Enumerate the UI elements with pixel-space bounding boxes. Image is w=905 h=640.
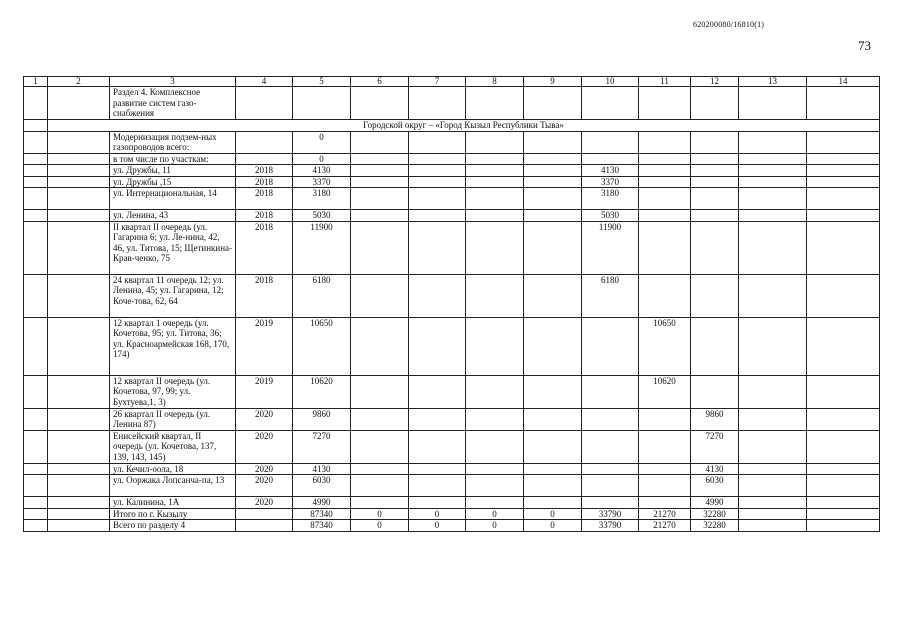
cell-c5: 4990: [293, 497, 351, 509]
cell-c12: [691, 131, 739, 153]
row-name: ул. Ооржака Лопсанча-па, 13: [110, 475, 236, 497]
cell-c10: [582, 497, 639, 509]
cell-c10: [582, 153, 639, 165]
cell-c9: [524, 317, 582, 375]
cell-c12: [691, 221, 739, 274]
cell-c12: [691, 210, 739, 222]
cell-c9: [524, 176, 582, 188]
column-header-3: 3: [110, 77, 236, 87]
cell-c9: [524, 475, 582, 497]
cell-c7: [409, 274, 466, 317]
budget-table: [23, 76, 880, 532]
cell-c11: [639, 165, 691, 177]
cell-c11: [639, 210, 691, 222]
table-row: [24, 430, 880, 463]
cell-c7: 0: [409, 508, 466, 520]
cell-c10: [582, 317, 639, 375]
section-title-row: [24, 87, 880, 120]
table-row: [24, 165, 880, 177]
cell-c9: 0: [524, 508, 582, 520]
cell-c9: [524, 497, 582, 509]
cell-c8: [466, 475, 524, 497]
cell-c6: [351, 176, 409, 188]
cell-c8: [466, 210, 524, 222]
table-row: [24, 463, 880, 475]
cell-c12: 9860: [691, 408, 739, 430]
cell-c5: 11900: [293, 221, 351, 274]
cell-c11: 21270: [639, 508, 691, 520]
cell-c7: 0: [409, 520, 466, 532]
cell-c8: [466, 131, 524, 153]
cell-c6: 0: [351, 508, 409, 520]
row-name: Модернизация подзем-ных газопроводов всего:: [110, 131, 236, 153]
cell-c7: [409, 131, 466, 153]
column-header-12: 12: [691, 77, 739, 87]
cell-c6: [351, 430, 409, 463]
cell-c6: [351, 153, 409, 165]
cell-c8: [466, 165, 524, 177]
cell-c11: [639, 188, 691, 210]
row-year: 2020: [236, 497, 293, 509]
row-year: 2019: [236, 317, 293, 375]
cell-c9: [524, 408, 582, 430]
row-year: 2018: [236, 274, 293, 317]
cell-c10: 11900: [582, 221, 639, 274]
cell-c10: [582, 475, 639, 497]
cell-c10: 6180: [582, 274, 639, 317]
table-row: [24, 221, 880, 274]
cell-c8: [466, 408, 524, 430]
column-header-13: 13: [739, 77, 807, 87]
cell-c9: [524, 375, 582, 408]
column-header-6: 6: [351, 77, 409, 87]
cell-c10: [582, 375, 639, 408]
cell-c8: [466, 375, 524, 408]
row-year: 2020: [236, 463, 293, 475]
column-header-2: 2: [48, 77, 110, 87]
cell-c8: [466, 221, 524, 274]
cell-c9: [524, 210, 582, 222]
district-title: Городской округ – «Город Кызыл Республики Тыва»: [48, 119, 880, 131]
cell-c5: 0: [293, 131, 351, 153]
cell-c11: [639, 274, 691, 317]
cell-c10: 3180: [582, 188, 639, 210]
cell-c10: [582, 430, 639, 463]
cell-c11: [639, 153, 691, 165]
cell-c5: 4130: [293, 165, 351, 177]
row-name: Итого по г. Кызылу: [110, 508, 236, 520]
cell-c6: [351, 221, 409, 274]
row-name: 26 квартал II очередь (ул. Ленина 87): [110, 408, 236, 430]
row-year: 2019: [236, 375, 293, 408]
cell-c8: [466, 176, 524, 188]
cell-c10: 33790: [582, 508, 639, 520]
row-name: ул. Ленина, 43: [110, 210, 236, 222]
cell-c9: [524, 131, 582, 153]
row-year: [236, 508, 293, 520]
cell-c11: [639, 475, 691, 497]
cell-c8: [466, 188, 524, 210]
page-number: 73: [858, 38, 871, 53]
cell-c12: 32280: [691, 520, 739, 532]
cell-c12: 4990: [691, 497, 739, 509]
table-row: [24, 375, 880, 408]
cell-c7: [409, 430, 466, 463]
cell-c11: [639, 463, 691, 475]
row-name: II квартал II очередь (ул. Гагарина 6; ул. Ле-нина, 42, 46, ул. Титова, 15; Щетинкина-Крав-ченко, 75: [110, 221, 236, 274]
cell-c5: 87340: [293, 508, 351, 520]
cell-c11: [639, 408, 691, 430]
cell-c7: [409, 165, 466, 177]
cell-c11: [639, 221, 691, 274]
column-header-4: 4: [236, 77, 293, 87]
row-year: 2018: [236, 188, 293, 210]
row-name: Енисейский квартал, II очередь (ул. Кочетова, 137, 139, 143, 145): [110, 430, 236, 463]
cell-c6: [351, 274, 409, 317]
column-header-5: 5: [293, 77, 351, 87]
cell-c6: [351, 475, 409, 497]
cell-c7: [409, 475, 466, 497]
header-row: [24, 77, 880, 87]
cell-c8: [466, 153, 524, 165]
cell-c10: 3370: [582, 176, 639, 188]
cell-c10: 33790: [582, 520, 639, 532]
cell-c9: [524, 188, 582, 210]
cell-c7: [409, 408, 466, 430]
section-title: Раздел 4. Комплексное развитие систем газо-снабжения: [110, 87, 236, 120]
cell-c6: 0: [351, 520, 409, 532]
cell-c8: [466, 274, 524, 317]
table-row: [24, 508, 880, 520]
row-name: ул. Дружбы ,15: [110, 176, 236, 188]
cell-c8: 0: [466, 520, 524, 532]
cell-c7: [409, 463, 466, 475]
cell-c11: 21270: [639, 520, 691, 532]
cell-c9: [524, 165, 582, 177]
cell-c5: 6180: [293, 274, 351, 317]
cell-c7: [409, 153, 466, 165]
cell-c7: [409, 210, 466, 222]
row-name: Всего по разделу 4: [110, 520, 236, 532]
cell-c6: [351, 165, 409, 177]
cell-c9: [524, 430, 582, 463]
row-year: [236, 153, 293, 165]
cell-c5: 10650: [293, 317, 351, 375]
row-year: 2018: [236, 210, 293, 222]
row-name: 12 квартал II очередь (ул. Кочетова, 97, 99; ул. Бухтуева,1, 3): [110, 375, 236, 408]
cell-c10: [582, 408, 639, 430]
cell-c12: [691, 317, 739, 375]
cell-c12: [691, 165, 739, 177]
cell-c12: [691, 274, 739, 317]
table-row: [24, 475, 880, 497]
table-row: [24, 274, 880, 317]
cell-c6: [351, 131, 409, 153]
cell-c11: [639, 497, 691, 509]
row-year: 2018: [236, 176, 293, 188]
table-row: [24, 188, 880, 210]
cell-c9: [524, 221, 582, 274]
cell-c10: 4130: [582, 165, 639, 177]
row-name: 12 квартал 1 очередь (ул. Кочетова, 95; ул. Титова, 36; ул. Красноармейская 168, 170, 174): [110, 317, 236, 375]
cell-c9: [524, 463, 582, 475]
cell-c10: [582, 463, 639, 475]
cell-c5: 3370: [293, 176, 351, 188]
cell-c7: [409, 188, 466, 210]
cell-c11: 10620: [639, 375, 691, 408]
cell-c5: 6030: [293, 475, 351, 497]
table-row: [24, 497, 880, 509]
cell-c7: [409, 221, 466, 274]
row-name: 24 квартал 11 очередь 12; ул. Ленина, 45; ул. Гагарина, 12; Коче-това, 62, 64: [110, 274, 236, 317]
cell-c11: 10650: [639, 317, 691, 375]
column-header-11: 11: [639, 77, 691, 87]
cell-c11: [639, 176, 691, 188]
table-row: [24, 520, 880, 532]
row-name: ул. Калинина, 1А: [110, 497, 236, 509]
row-year: 2018: [236, 221, 293, 274]
cell-c12: [691, 188, 739, 210]
cell-c6: [351, 188, 409, 210]
row-name: ул. Интернациональная, 14: [110, 188, 236, 210]
cell-c5: 10620: [293, 375, 351, 408]
cell-c6: [351, 375, 409, 408]
cell-c7: [409, 375, 466, 408]
cell-c5: 3180: [293, 188, 351, 210]
cell-c12: 32280: [691, 508, 739, 520]
cell-c11: [639, 430, 691, 463]
column-header-10: 10: [582, 77, 639, 87]
cell-c5: 5030: [293, 210, 351, 222]
table-row: [24, 408, 880, 430]
cell-c7: [409, 176, 466, 188]
column-header-1: 1: [24, 77, 48, 87]
cell-c10: 5030: [582, 210, 639, 222]
cell-c7: [409, 497, 466, 509]
table-row: [24, 153, 880, 165]
cell-c6: [351, 463, 409, 475]
cell-c8: 0: [466, 508, 524, 520]
table-row: [24, 317, 880, 375]
cell-c6: [351, 317, 409, 375]
row-year: [236, 520, 293, 532]
cell-c12: 4130: [691, 463, 739, 475]
cell-c8: [466, 463, 524, 475]
cell-c5: 87340: [293, 520, 351, 532]
district-row: [24, 119, 880, 131]
row-name: ул. Дружбы, 11: [110, 165, 236, 177]
cell-c12: 6030: [691, 475, 739, 497]
column-header-7: 7: [409, 77, 466, 87]
cell-c12: [691, 176, 739, 188]
cell-c5: 9860: [293, 408, 351, 430]
table-row: [24, 210, 880, 222]
cell-c11: [639, 131, 691, 153]
cell-c10: [582, 131, 639, 153]
document-code: 620200080/16810(1): [693, 20, 765, 29]
cell-c12: 7270: [691, 430, 739, 463]
cell-c9: [524, 153, 582, 165]
cell-c5: 4130: [293, 463, 351, 475]
cell-c9: [524, 274, 582, 317]
cell-c12: [691, 153, 739, 165]
cell-c6: [351, 408, 409, 430]
row-name: в том числе по участкам:: [110, 153, 236, 165]
cell-c7: [409, 317, 466, 375]
cell-c6: [351, 210, 409, 222]
cell-c5: 0: [293, 153, 351, 165]
row-year: 2020: [236, 408, 293, 430]
row-year: 2020: [236, 475, 293, 497]
row-year: [236, 131, 293, 153]
cell-c8: [466, 497, 524, 509]
row-name: ул. Кечил-оола, 18: [110, 463, 236, 475]
cell-c12: [691, 375, 739, 408]
column-header-14: 14: [807, 77, 880, 87]
cell-c8: [466, 430, 524, 463]
row-year: 2018: [236, 165, 293, 177]
cell-c8: [466, 317, 524, 375]
cell-c6: [351, 497, 409, 509]
column-header-8: 8: [466, 77, 524, 87]
cell-c9: 0: [524, 520, 582, 532]
cell-c5: 7270: [293, 430, 351, 463]
row-year: 2020: [236, 430, 293, 463]
table-row: [24, 176, 880, 188]
column-header-9: 9: [524, 77, 582, 87]
table-row: [24, 131, 880, 153]
